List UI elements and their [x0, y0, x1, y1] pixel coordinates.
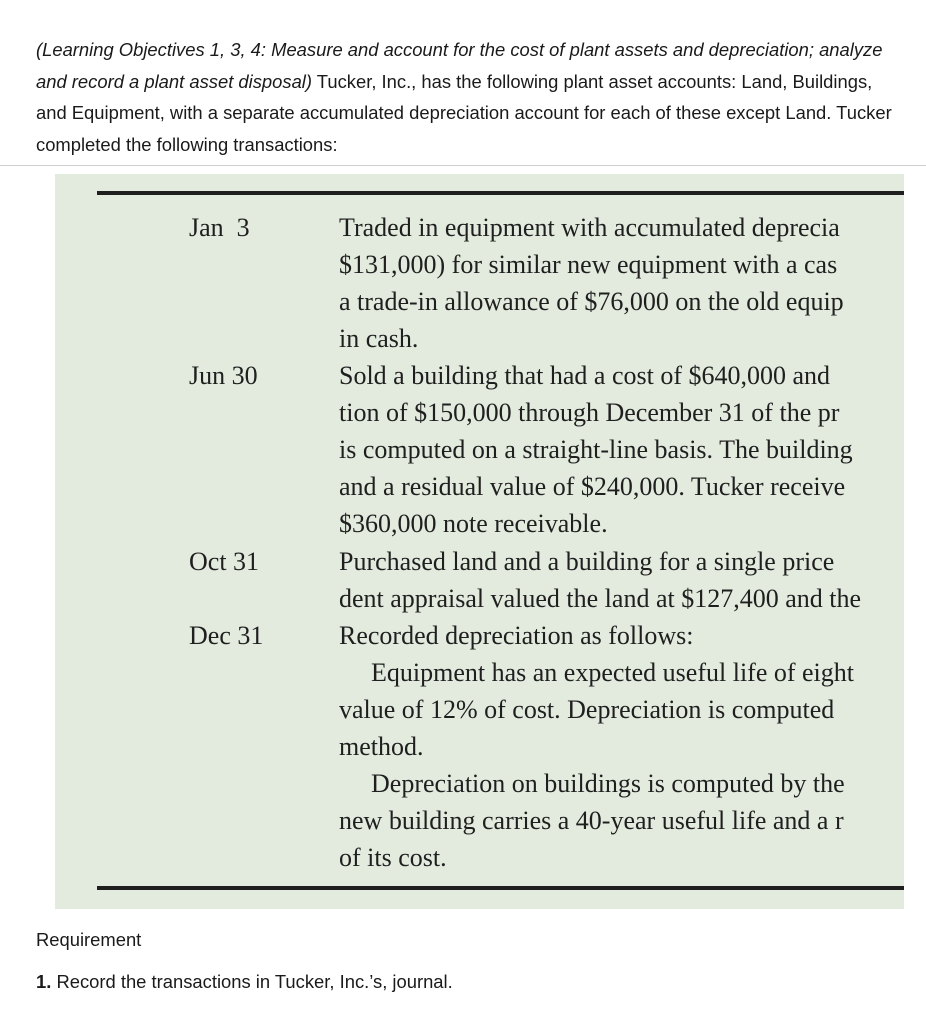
text-line: Traded in equipment with accumulated deprecia [339, 213, 840, 242]
text-line: new building carries a 40-year useful life and a r [339, 806, 844, 835]
text-line: and a residual value of $240,000. Tucker receive [339, 472, 846, 501]
transaction-text-dec-31 [339, 617, 904, 876]
transaction-date-oct-31: Oct 31 [189, 547, 260, 576]
transaction-text-jun-30 [339, 357, 904, 542]
transaction-text-oct-31 [339, 543, 904, 617]
transaction-date-jun-30: Jun 30 [189, 361, 258, 390]
requirement-heading: Requirement [36, 929, 142, 950]
text-line: Purchased land and a building for a single price [339, 547, 835, 576]
text-line: Depreciation on buildings is computed by the [371, 769, 845, 798]
text-line: Sold a building that had a cost of $640,000 and [339, 361, 831, 390]
text-line: a trade-in allowance of $76,000 on the old equip [339, 287, 844, 316]
learning-objectives: (Learning Objectives 1, 3, 4: Measure and account for the cost of plant assets and depreciation; analyze and record a plant asset disposal) [36, 39, 883, 92]
text-line: $131,000) for similar new equipment with a cas [339, 250, 838, 279]
table-bottom-rule [97, 886, 904, 890]
requirement-text: Record the transactions in Tucker, Inc.’s, journal. [51, 971, 453, 992]
text-line: $360,000 note receivable. [339, 509, 608, 538]
intro-text: Tucker, Inc., has the following plant asset accounts: Land, Buildings, and Equipment, with a separate accumulated depreciation account for each of these except Land. Tucker completed the following transactions: [36, 70, 892, 155]
text-line: in cash. [339, 324, 419, 353]
transaction-date-dec-31: Dec 31 [189, 621, 264, 650]
text-line: Equipment has an expected useful life of eight [371, 658, 855, 687]
text-line: method. [339, 732, 424, 761]
text-line: Recorded depreciation as follows: [339, 621, 694, 650]
text-line: value of 12% of cost. Depreciation is computed [339, 695, 835, 724]
table-top-rule [97, 191, 904, 195]
text-line: is computed on a straight-line basis. The building [339, 435, 853, 464]
transaction-text-jan-3 [339, 209, 904, 357]
text-line: of its cost. [339, 843, 447, 872]
requirement-number: 1. [36, 971, 52, 992]
text-line: dent appraisal valued the land at $127,400 and the [339, 584, 862, 613]
transactions-panel [55, 174, 904, 909]
problem-intro [36, 34, 906, 160]
section-divider [0, 165, 926, 166]
requirement-item [36, 968, 453, 996]
transaction-date-jan-3: Jan 3 [189, 213, 250, 242]
text-line: tion of $150,000 through December 31 of the pr [339, 398, 840, 427]
